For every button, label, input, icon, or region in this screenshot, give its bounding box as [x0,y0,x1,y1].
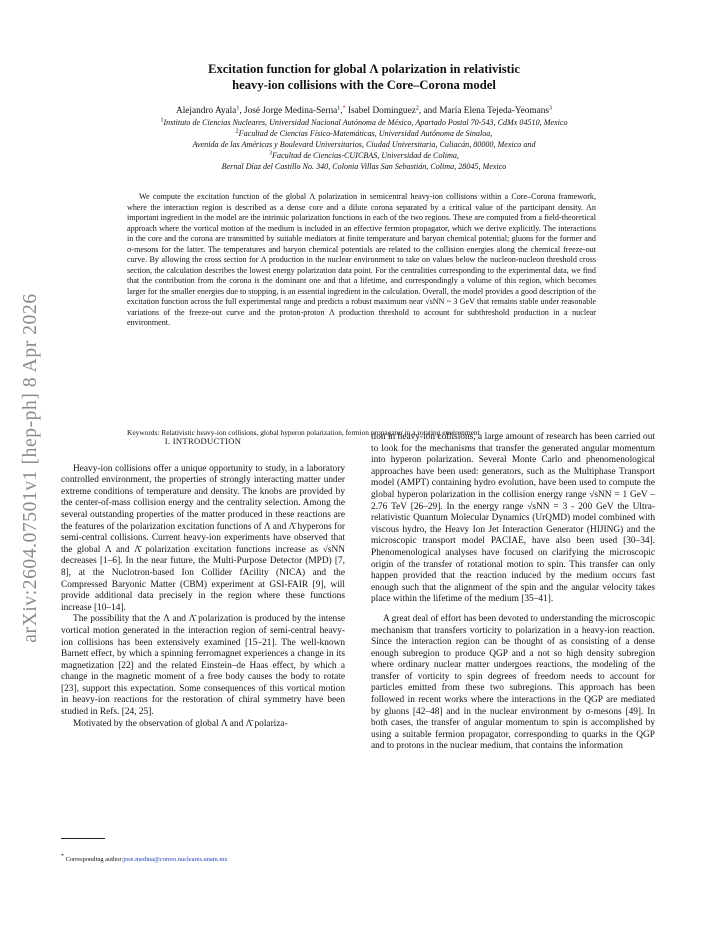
intro-paragraph-3: Motivated by the observation of global Λ and Λ̄ polariza- [73,718,288,729]
intro-paragraph-2: The possibility that the Λ and Λ̄ polarization is produced by the intense vortical motion generated in the interaction region of semi-central heavy-ion collisions has been extensively examined [15–21]. The well-known Barnett effect, by which a spinning ferromagnet experiences a change in its magnetization [22] and the related Einstein–de Haas effect, by which a change in the magnetic moment of a free body causes the body to rotate [23], support this expectation. Some consequences of this vortical motion in heavy-ion reactions for the restoration of chiral symmetry have been studied in Refs. [24, 25]. [61,614,345,718]
affiliation-3-mark: 3 [269,150,273,157]
footnote-label: Corresponding author: [64,856,124,863]
author-ayala: Alejandro Ayala [175,106,237,116]
author-sep: , [340,106,343,116]
footnote [61,853,361,863]
arxiv-id[interactable]: arXiv:2604.07501v1 [hep-ph] 8 Apr 2026 [20,293,41,643]
author-sep: , and [418,106,440,116]
author-dominguez-affil: 2 [415,105,419,112]
author-dominguez: Isabel Domínguez [347,106,416,116]
paper-header [76,62,652,172]
author-sep: , [239,106,244,116]
paper-title [76,62,652,93]
abstract: We compute the excitation function of the global Λ polarization in semicentral heavy-ion collisions within a Core–Corona framework, where the interaction region is described as a dense core and a dilute corona separated by a critical value of the participant density. An important ingredient in the model are the intrinsic polarization functions in each of the two regions. These are computed from a field-theoretical approach where the vortical motion of the medium is included in an effective fermion propagator, which we derive explicitly. The interactions in the core and the corona are transmitted by suitable mediators at finite temperature and baryon chemical potential; gluons for the former and σ-mesons for the latter. The temperatures and baryon chemical potentials are related to the collision energies along the chemical freeze-out curve. By allowing the cross section for Λ production in the nuclear environment to take on values below the nucleon-nucleon threshold cross section, the calculation describes the lowest energy polarization data point. For the centralities corresponding to the experimental data, we find that the contribution from the corona is the dominant one and that a lifetime, and correspondingly a volume of this region, which becomes larger for the smaller energies due to stopping, is an essential ingredient in the calculation. Overall, the model provides a good description of the excitation function across the full experimental range and predicts a robust maximum near √sNN ~ 3 GeV that remains stable under reasonable variations of the freeze-out curve and the proton-proton Λ production threshold to account for subthreshold production in a nuclear environment. [127,192,597,327]
affiliation-3-text: Facultad de Ciencias-CUICBAS, Universidad de Colima, [272,151,459,160]
intro-paragraph-5: A great deal of effort has been devoted to understanding the microscopic mechanism that transfers vorticity to polarization in a heavy-ion reaction. Since the interaction region can be thought of as consisting of a dense enough subregion to produce QGP and a not so high density subregion where ordinary nuclear matter undergoes reactions, the modeling of the transfer of vorticity to spin degrees of freedom needs to account for particles emitted from these two subregions. This approach has been followed in recent works where the interactions in the QGP are mediated by gluons [42–48] and in the nuclear environment by σ-mesons [49]. In both cases, the transfer of angular momentum to spin is accomplished by using a suitable fermion propagator, corresponding to quarks in the QGP and to protons in the nuclear medium, that contains the information [371,613,655,752]
affiliation-1 [76,117,652,128]
affiliation-2 [76,128,652,139]
author-ayala-affil: 1 [236,105,240,112]
affiliations [76,117,652,172]
author-medina: José Jorge Medina-Serna [243,106,338,116]
section-title-introduction: I. INTRODUCTION [164,436,242,446]
title-line-1: Excitation function for global Λ polarization in relativistic [208,62,520,76]
arxiv-stamp[interactable] [18,258,44,678]
footnote-mark: * [61,853,64,860]
affiliation-3 [76,150,652,161]
intro-paragraph-1: Heavy-ion collisions offer a unique opportunity to study, in a laboratory controlled environment, the properties of strongly interacting matter under extreme conditions of temperature and density. The knobs are provided by the center-of-mass collision energy and the centrality selection. Among the several outstanding properties of the matter produced in these reactions are the features of the polarization excitation functions of Λ and Λ̄ hyperons for semi-central collisions. Current heavy-ion experiments have observed that the global Λ and Λ̄ polarization excitation functions increase as √sNN decreases [1–6]. In the near future, the Multi-Purpose Detector (MPD) [7, 8], at the Nuclotron-based Ion Collider fAcility (NICA) and the Compressed Baryonic Matter (CBM) experiment at GSI-FAIR [9], will provide additional data precisely in the region where these functions increase [10–14]. [61,463,345,613]
affiliation-2-mark: 2 [235,128,239,135]
footnote-rule [61,838,105,839]
author-medina-affil: 1 [337,105,341,112]
author-tejeda: María Elena Tejeda-Yeomans [439,106,550,116]
affiliation-1-mark: 1 [160,117,164,124]
keywords: Keywords: Relativistic heavy-ion collisions, global hyperon polarization, fermion propagator in a rotating environment [127,428,480,437]
affiliation-1-text: Instituto de Ciencias Nucleares, Universidad Nacional Autónoma de México, Apartado Postal 70-543, CdMx 04510, Mexico [163,118,568,127]
affiliation-2-address: Avenida de las Américas y Boulevard Universitarios, Ciudad Universitaria, Culiacán, 80000, Mexico and [192,140,536,149]
right-column [371,432,655,753]
corresponding-email-link[interactable]: jose.medina@correo.nucleares.unam.mx [123,856,228,863]
affiliation-2-text: Facultad de Ciencias Físico-Matemáticas, Universidad Autónoma de Sinaloa, [238,129,493,138]
affiliation-3-address: Bernal Díaz del Castillo No. 340, Colonia Villas San Sebastián, Colima, 28045, Mexico [221,162,507,171]
author-tejeda-affil: 3 [549,105,553,112]
left-column [61,436,345,730]
title-line-2: heavy-ion collisions with the Core–Corona model [232,77,496,92]
intro-paragraph-4: tion in heavy-ion collisions, a large amount of research has been carried out to look for the mechanisms that transfer the generated angular momentum into hyperon polarization. Several Monte Carlo and phenomenological approaches have been used: generators, such as the Multiphase Transport model (AMPT) containing hydro evolution, have been used to compute the global hyperon polarization in the collision energy range √sNN = 1 GeV – 2.76 TeV [26–29]. In the energy range √sNN = 3 - 200 GeV the Ultra-relativistic Quantum Molecular Dynamics (UrQMD) model combined with viscous hydro, the Heavy Ion Jet Interaction Generator (HIJING) and the microscopic transport model PACIAE, have also been used [30–34]. Phenomenological analyses have focused on clarifying the microscopic origin of the transfer of rotational motion to spin. This transfer can only happen provided that the reaction induced by the medium occurs fast enough such that the alignment of the spin and the angular velocity takes place within the lifetime of the medium [35–41]. [371,432,655,605]
author-list [76,105,652,117]
corresponding-mark[interactable]: * [342,105,346,112]
